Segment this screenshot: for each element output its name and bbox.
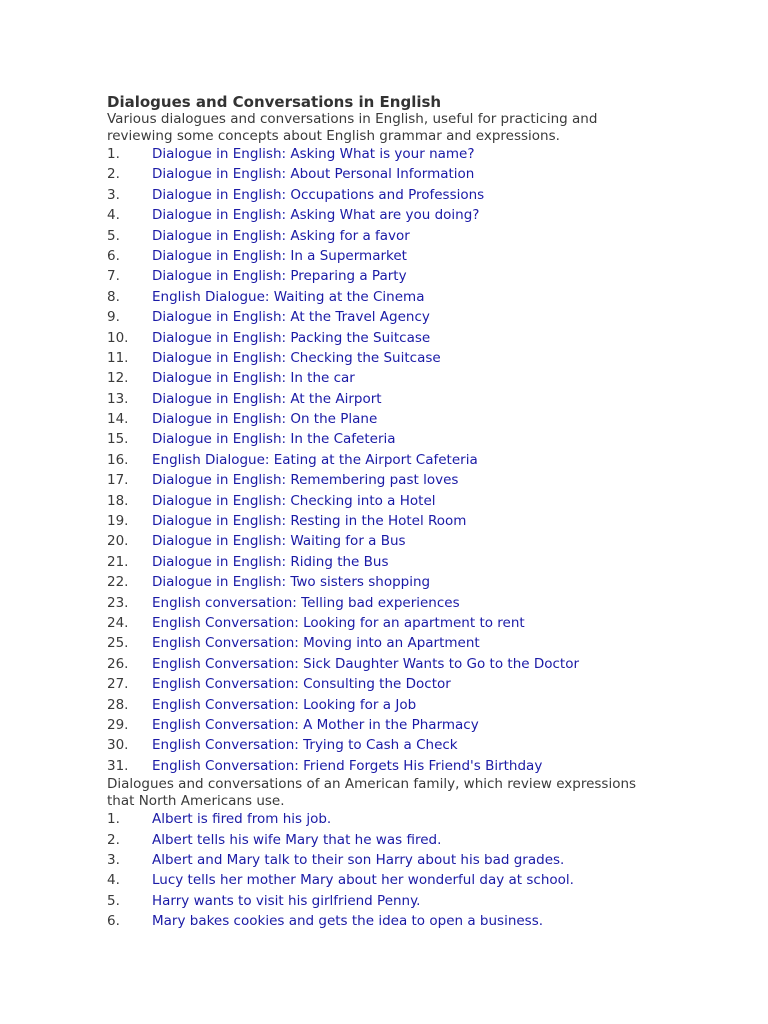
dialogue-list-item bbox=[107, 164, 667, 184]
list-item-link[interactable]: Dialogue in English: Remembering past loves bbox=[152, 472, 459, 489]
list-item-number: 5. bbox=[107, 227, 120, 244]
list-item-number: 7. bbox=[107, 268, 120, 285]
list-item-number: 13. bbox=[107, 390, 129, 407]
list-item-link[interactable]: English Conversation: Trying to Cash a Check bbox=[152, 737, 458, 754]
dialogue-list-item bbox=[107, 695, 667, 715]
list-item-link[interactable]: English Dialogue: Waiting at the Cinema bbox=[152, 288, 425, 305]
list-item-number: 16. bbox=[107, 451, 129, 468]
dialogue-list-item bbox=[107, 185, 667, 205]
list-item-link[interactable]: Dialogue in English: Checking the Suitcase bbox=[152, 349, 441, 366]
dialogue-list-item bbox=[107, 307, 667, 327]
dialogue-list-item bbox=[107, 674, 667, 694]
list-item-number: 6. bbox=[107, 913, 120, 930]
list-item-number: 18. bbox=[107, 492, 129, 509]
list-item-number: 28. bbox=[107, 696, 129, 713]
list-item-number: 30. bbox=[107, 737, 129, 754]
list-item-link[interactable]: Dialogue in English: Resting in the Hotel Room bbox=[152, 513, 467, 530]
list-item-link[interactable]: English Conversation: Looking for a Job bbox=[152, 696, 417, 713]
list-item-link[interactable]: Dialogue in English: Asking What are you doing? bbox=[152, 207, 480, 224]
list-item-link[interactable]: Albert and Mary talk to their son Harry about his bad grades. bbox=[152, 851, 565, 868]
list-item-number: 25. bbox=[107, 635, 129, 652]
dialogue-list-item bbox=[107, 226, 667, 246]
list-item-number: 27. bbox=[107, 676, 129, 693]
dialogue-list-item bbox=[107, 328, 667, 348]
dialogue-list-item bbox=[107, 287, 667, 307]
dialogue-list-item bbox=[107, 633, 667, 653]
dialogue-list-item bbox=[107, 735, 667, 755]
list-item-number: 6. bbox=[107, 247, 120, 264]
list-item-number: 3. bbox=[107, 186, 120, 203]
list-item-number: 4. bbox=[107, 207, 120, 224]
list-item-link[interactable]: Dialogue in English: Asking What is your name? bbox=[152, 146, 475, 162]
family-list-item bbox=[107, 911, 667, 931]
list-item-number: 11. bbox=[107, 349, 129, 366]
list-item-number: 20. bbox=[107, 533, 129, 550]
list-item-link[interactable]: Dialogue in English: Riding the Bus bbox=[152, 553, 389, 570]
list-item-link[interactable]: Dialogue in English: At the Airport bbox=[152, 390, 382, 407]
list-item-number: 19. bbox=[107, 513, 129, 530]
list-item-number: 14. bbox=[107, 411, 129, 428]
list-item-link[interactable]: Dialogue in English: In the car bbox=[152, 370, 355, 387]
dialogue-list-item bbox=[107, 246, 667, 266]
list-item-number: 1. bbox=[107, 811, 120, 828]
list-item-number: 10. bbox=[107, 329, 129, 346]
list-item-link[interactable]: English Conversation: Friend Forgets His Friend's Birthday bbox=[152, 757, 543, 774]
list-item-number: 1. bbox=[107, 146, 120, 162]
list-item-link[interactable]: English Conversation: Looking for an apartment to rent bbox=[152, 614, 525, 631]
list-item-link[interactable]: English Conversation: A Mother in the Pharmacy bbox=[152, 716, 479, 733]
dialogue-list bbox=[107, 144, 667, 776]
dialogue-list-item bbox=[107, 368, 667, 388]
dialogue-list-item bbox=[107, 470, 667, 490]
dialogue-list-item bbox=[107, 756, 667, 776]
dialogue-list-item bbox=[107, 389, 667, 409]
dialogue-list-item bbox=[107, 450, 667, 470]
list-item-number: 4. bbox=[107, 872, 120, 889]
list-item-number: 24. bbox=[107, 614, 129, 631]
list-item-link[interactable]: Dialogue in English: Waiting for a Bus bbox=[152, 533, 406, 550]
list-item-link[interactable]: Dialogue in English: On the Plane bbox=[152, 411, 378, 428]
list-item-link[interactable]: English conversation: Telling bad experiences bbox=[152, 594, 460, 611]
list-item-number: 3. bbox=[107, 851, 120, 868]
dialogue-list-item bbox=[107, 613, 667, 633]
list-item-link[interactable]: Dialogue in English: Occupations and Professions bbox=[152, 186, 485, 203]
dialogue-list-item bbox=[107, 409, 667, 429]
dialogue-list-item bbox=[107, 715, 667, 735]
list-item-number: 2. bbox=[107, 831, 120, 848]
intro-text: Various dialogues and conversations in English, useful for practicing and reviewing some concepts about English grammar and expressions. bbox=[107, 111, 598, 144]
list-item-number: 23. bbox=[107, 594, 129, 611]
dialogue-list-item bbox=[107, 205, 667, 225]
list-item-number: 8. bbox=[107, 288, 120, 305]
list-item-link[interactable]: Dialogue in English: At the Travel Agency bbox=[152, 309, 430, 326]
list-item-number: 15. bbox=[107, 431, 129, 448]
list-item-link[interactable]: Mary bakes cookies and gets the idea to open a business. bbox=[152, 913, 544, 930]
family-list-item bbox=[107, 809, 667, 829]
list-item-link[interactable]: English Conversation: Consulting the Doctor bbox=[152, 676, 451, 693]
document bbox=[107, 93, 667, 931]
list-item-link[interactable]: Albert tells his wife Mary that he was fired. bbox=[152, 831, 442, 848]
family-list bbox=[107, 809, 667, 931]
page-title: Dialogues and Conversations in English bbox=[107, 93, 442, 111]
list-item-number: 9. bbox=[107, 309, 120, 326]
list-item-link[interactable]: Harry wants to visit his girlfriend Penny. bbox=[152, 892, 421, 909]
list-item-link[interactable]: Dialogue in English: Two sisters shopping bbox=[152, 574, 431, 591]
family-intro-text: Dialogues and conversations of an American family, which review expressions that North Americans use. bbox=[107, 776, 637, 809]
dialogue-list-item bbox=[107, 552, 667, 572]
dialogue-list-item bbox=[107, 144, 667, 164]
list-item-number: 5. bbox=[107, 892, 120, 909]
list-item-link[interactable]: Lucy tells her mother Mary about her wonderful day at school. bbox=[152, 872, 574, 889]
list-item-number: 2. bbox=[107, 166, 120, 183]
family-list-item bbox=[107, 830, 667, 850]
list-item-link[interactable]: Dialogue in English: In a Supermarket bbox=[152, 247, 407, 264]
dialogue-list-item bbox=[107, 531, 667, 551]
list-item-link[interactable]: English Conversation: Sick Daughter Wants to Go to the Doctor bbox=[152, 655, 580, 672]
list-item-number: 21. bbox=[107, 553, 129, 570]
dialogue-list-item bbox=[107, 572, 667, 592]
list-item-number: 12. bbox=[107, 370, 129, 387]
dialogue-list-item bbox=[107, 266, 667, 286]
dialogue-list-item bbox=[107, 348, 667, 368]
family-list-item bbox=[107, 891, 667, 911]
list-item-link[interactable]: Dialogue in English: About Personal Information bbox=[152, 166, 475, 183]
list-item-link[interactable]: Dialogue in English: Checking into a Hotel bbox=[152, 492, 436, 509]
list-item-number: 17. bbox=[107, 472, 129, 489]
dialogue-list-item bbox=[107, 511, 667, 531]
list-item-link[interactable]: English Conversation: Moving into an Apartment bbox=[152, 635, 480, 652]
list-item-link[interactable]: Albert is fired from his job. bbox=[152, 811, 332, 828]
family-list-item bbox=[107, 850, 667, 870]
list-item-number: 31. bbox=[107, 757, 129, 774]
list-item-link[interactable]: Dialogue in English: Asking for a favor bbox=[152, 227, 410, 244]
dialogue-list-item bbox=[107, 429, 667, 449]
list-item-link[interactable]: Dialogue in English: Preparing a Party bbox=[152, 268, 407, 285]
list-item-link[interactable]: Dialogue in English: In the Cafeteria bbox=[152, 431, 396, 448]
family-list-item bbox=[107, 870, 667, 890]
list-item-link[interactable]: Dialogue in English: Packing the Suitcase bbox=[152, 329, 431, 346]
list-item-link[interactable]: English Dialogue: Eating at the Airport Cafeteria bbox=[152, 451, 478, 468]
dialogue-list-item bbox=[107, 593, 667, 613]
dialogue-list-item bbox=[107, 491, 667, 511]
list-item-number: 29. bbox=[107, 716, 129, 733]
dialogue-list-item bbox=[107, 654, 667, 674]
list-item-number: 22. bbox=[107, 574, 129, 591]
list-item-number: 26. bbox=[107, 655, 129, 672]
